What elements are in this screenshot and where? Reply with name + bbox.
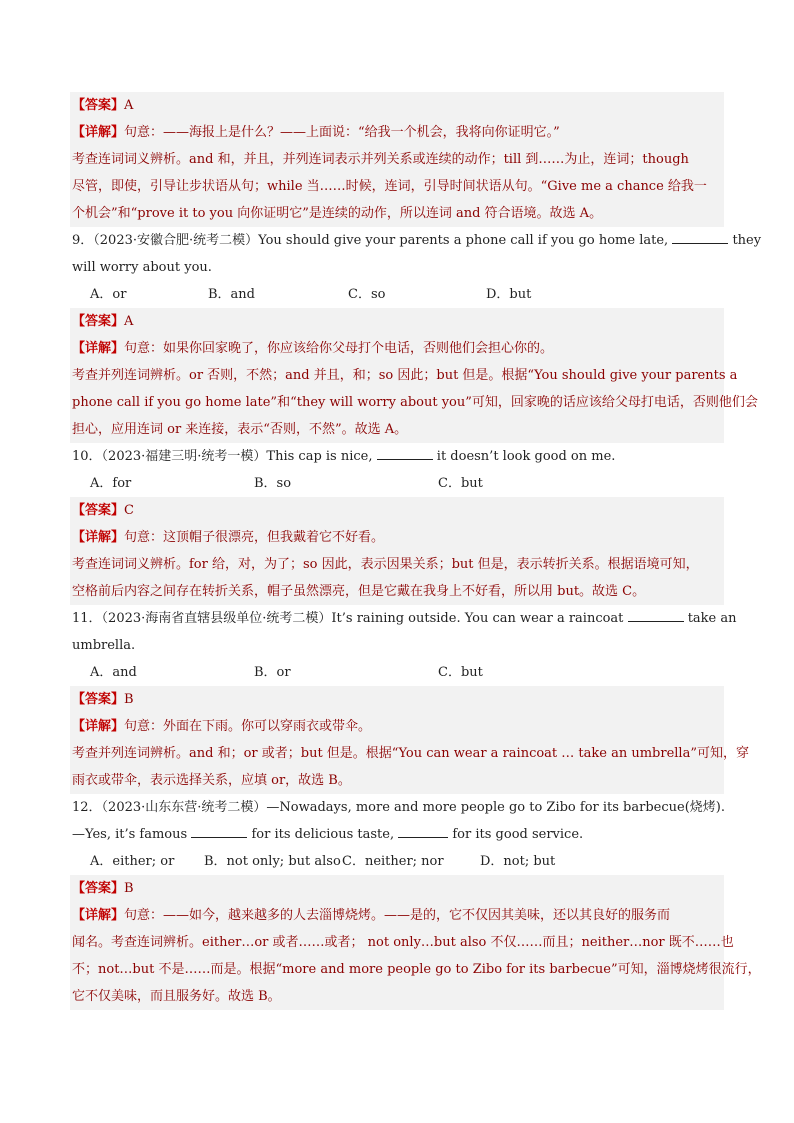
question-12-stem — [70, 794, 724, 821]
document-body — [70, 92, 762, 1010]
answer-blank — [377, 447, 433, 460]
detail-text: 句意：——如今，越来越多的人去淄博烧烤。——是的，它不仅因其美味，还以其良好的服务而 — [124, 908, 671, 923]
detail-text: 考查并列连词辨析。or 否则，不然；and 并且，和；so 因此；but 但是。根据“You should give your parents a — [70, 362, 724, 389]
detail-text: 不；not…but 不是……而是。根据“more and more people go to Zibo for its barbecue”可知，淄博烧烤很流行， — [70, 956, 724, 983]
detail-text: 担心，应用连词 or 来连接，表示“否则，不然”。故选 A。 — [70, 416, 724, 443]
question-12-reply — [70, 821, 724, 848]
detail-text: 句意：外面在下雨。你可以穿雨衣或带伞。 — [124, 719, 372, 734]
question-text: they — [732, 233, 762, 248]
answer-line — [70, 308, 724, 335]
answer-tag: 【答案】 — [72, 881, 125, 896]
option-a: A．and — [90, 665, 137, 680]
detail-line — [70, 119, 724, 146]
detail-text: 考查连词词义辨析。and 和，并且，并列连词表示并列关系或连续的动作；till 到……为止，连词；though — [70, 146, 724, 173]
detail-text: 个机会”和“prove it to you 向你证明它”是连续的动作，所以连词 and 符合语境。故选 A。 — [70, 200, 724, 227]
question-text: for its good service. — [452, 827, 584, 842]
answer-value: B — [124, 881, 134, 896]
detail-text: 闻名。考查连词辨析。either…or 或者……或者； not only…but also 不仅……而且；neither…nor 既不……也 — [70, 929, 724, 956]
option-c: C．neither; nor — [342, 854, 444, 869]
detail-text: 尽管，即使，引导让步状语从句；while 当……时候，连词，引导时间状语从句。“Give me a chance 给我一 — [70, 173, 724, 200]
answer-blank — [628, 609, 684, 622]
detail-text: 考查并列连词辨析。and 和；or 或者；but 但是。根据“You can wear a raincoat … take an umbrella”可知，穿 — [70, 740, 724, 767]
answer-tag: 【答案】 — [72, 503, 125, 518]
option-b: B．not only; but also — [204, 854, 341, 869]
options-row — [70, 848, 724, 875]
question-10-stem — [70, 443, 724, 470]
question-text: it doesn’t look good on me. — [436, 449, 616, 464]
option-c: C．but — [438, 476, 483, 491]
answer-value: B — [124, 692, 134, 707]
option-d: D．not; but — [480, 854, 556, 869]
answer-blank — [398, 825, 448, 838]
answer-line — [70, 92, 724, 119]
question-source: （2023·福建三明·统考一模） — [101, 449, 267, 464]
answer-line — [70, 497, 724, 524]
question-number: 10． — [72, 449, 102, 464]
answer-tag: 【答案】 — [72, 98, 125, 113]
option-a: A．either; or — [90, 854, 175, 869]
question-text: umbrella. — [72, 638, 136, 653]
question-text: This cap is nice, — [266, 449, 373, 464]
detail-text: phone call if you go home late”和“they will worry about you”可知，回家晚的话应该给父母打电话，否则他们会 — [70, 389, 724, 416]
detail-line — [70, 335, 724, 362]
detail-tag: 【详解】 — [72, 530, 125, 545]
detail-text: 句意：如果你回家晚了，你应该给你父母打个电话，否则他们会担心你的。 — [124, 341, 554, 356]
answer-value: A — [124, 314, 134, 329]
answer-value: A — [124, 98, 134, 113]
answer-blank — [672, 231, 728, 244]
detail-text: 考查连词词义辨析。for 给，对，为了；so 因此，表示因果关系；but 但是，表示转折关系。根据语境可知， — [70, 551, 724, 578]
answer-blank — [191, 825, 247, 838]
option-c: C．but — [438, 665, 483, 680]
answer-line — [70, 875, 724, 902]
question-11-stem — [70, 605, 737, 632]
detail-line — [70, 713, 724, 740]
question-text: for its delicious taste, — [251, 827, 395, 842]
detail-tag: 【详解】 — [72, 341, 125, 356]
question-source: （2023·安徽合肥·统考二模） — [93, 233, 259, 248]
question-number: 11． — [72, 611, 102, 626]
detail-tag: 【详解】 — [72, 719, 125, 734]
detail-text: 句意：——海报上是什么？——上面说：“给我一个机会，我将向你证明它。” — [124, 125, 560, 140]
question-text: —Yes, it’s famous — [72, 827, 188, 842]
options-row — [70, 470, 724, 497]
question-text: It’s raining outside. You can wear a raincoat — [331, 611, 624, 626]
detail-text: 雨衣或带伞，表示选择关系，应填 or，故选 B。 — [70, 767, 724, 794]
question-text: —Nowadays, more and more people go to Zibo for its barbecue(烧烤). — [266, 800, 725, 815]
answer-tag: 【答案】 — [72, 314, 125, 329]
detail-tag: 【详解】 — [72, 125, 125, 140]
answer-tag: 【答案】 — [72, 692, 125, 707]
option-a: A．for — [90, 476, 132, 491]
question-9-stem — [70, 227, 762, 254]
option-b: B．and — [208, 287, 255, 302]
detail-text: 它不仅美味，而且服务好。故选 B。 — [70, 983, 724, 1010]
question-number: 9． — [72, 233, 94, 248]
question-source: （2023·海南省直辖县级单位·统考二模） — [101, 611, 332, 626]
question-source: （2023·山东东营·统考二模） — [101, 800, 267, 815]
detail-tag: 【详解】 — [72, 908, 125, 923]
option-c: C．so — [348, 287, 386, 302]
option-b: B．or — [254, 665, 291, 680]
option-d: D．but — [486, 287, 532, 302]
answer-value: C — [124, 503, 134, 518]
detail-line — [70, 902, 724, 929]
detail-text: 句意：这顶帽子很漂亮，但我戴着它不好看。 — [124, 530, 385, 545]
question-text: take an — [687, 611, 737, 626]
option-b: B．so — [254, 476, 292, 491]
question-text: You should give your parents a phone call if you go home late, — [258, 233, 669, 248]
detail-line — [70, 524, 724, 551]
question-text: will worry about you. — [72, 260, 212, 275]
option-a: A．or — [90, 287, 127, 302]
question-number: 12． — [72, 800, 102, 815]
answer-line — [70, 686, 724, 713]
options-row — [70, 281, 724, 308]
options-row — [70, 659, 724, 686]
detail-text: 空格前后内容之间存在转折关系，帽子虽然漂亮，但是它戴在我身上不好看，所以用 but。故选 C。 — [70, 578, 724, 605]
